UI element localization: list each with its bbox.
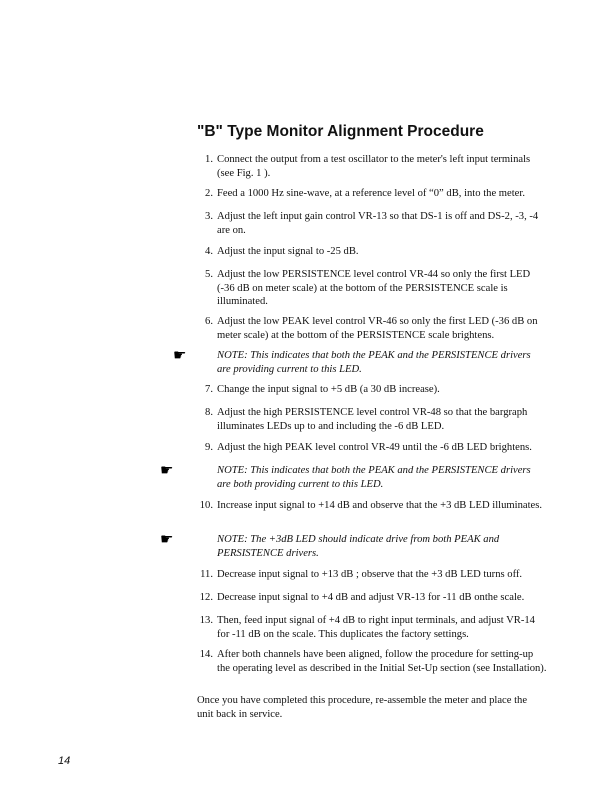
step-number: 11. [200,569,213,580]
step-number: 10. [199,500,213,511]
step-text: Adjust the low PEAK level control VR-46 so only the first LED (-36 dB on meter scale) at the bottom of the PERSISTENCE scale brightens. [217,316,538,341]
step-number: 9. [205,442,213,453]
list-item [197,315,547,342]
list-item [197,245,547,259]
page-title: "B" Type Monitor Alignment Procedure [197,123,484,140]
list-item [197,441,547,455]
step-text: Decrease input signal to +4 dB and adjust VR-13 for -11 dB onthe scale. [217,592,525,603]
step-number: 5. [205,269,213,280]
step-text: Adjust the high PERSISTENCE level control VR-48 so that the bargraph illuminates LEDs up to and including the -6 dB LED. [217,407,528,432]
step-text: Adjust the input signal to -25 dB. [217,246,359,257]
step-text: Adjust the left input gain control VR-13 so that DS-1 is off and DS-2, -3, -4 are on. [217,211,539,236]
step-text: Adjust the low PERSISTENCE level control VR-44 so only the first LED (-36 dB on meter scale) at the bottom of the PERSISTENCE scale is illuminated. [217,269,531,307]
list-item [197,499,547,513]
step-text: Decrease input signal to +13 dB ; observe that the +3 dB LED turns off. [217,569,523,580]
step-number: 13. [199,615,213,626]
step-number: 8. [205,407,213,418]
pointing-hand-icon: ☛ [160,530,174,548]
list-item [197,648,547,675]
step-number: 3. [205,211,213,222]
list-item [197,187,547,201]
step-text: Increase input signal to +14 dB and observe that the +3 dB LED illuminates. [217,500,542,511]
step-number: 4. [205,246,213,257]
step-number: 2. [205,188,213,199]
step-text: Change the input signal to +5 dB (a 30 dB increase). [217,384,440,395]
step-text: After both channels have been aligned, follow the procedure for setting-up the operating level as described in the Initial Set-Up section (see Installation). [217,649,547,674]
step-text: Then, feed input signal of +4 dB to right input terminals, and adjust VR-14 for -11 dB on the scale. This duplicates the factory settings. [217,615,535,640]
list-item [197,568,547,582]
list-item [197,406,547,433]
step-text: Feed a 1000 Hz sine-wave, at a reference level of “0” dB, into the meter. [217,188,525,199]
note-text: NOTE: This indicates that both the PEAK and the PERSISTENCE drivers are both providing current to this LED. [217,465,531,490]
step-number: 14. [199,649,213,660]
step-text: Adjust the high PEAK level control VR-49 until the -6 dB LED brightens. [217,442,532,453]
step-number: 12. [199,592,213,603]
list-item [197,153,547,180]
list-item [197,383,547,397]
list-item [197,210,547,237]
page-number: 14 [58,755,71,767]
step-number: 7. [205,384,213,395]
pointing-hand-icon: ☛ [173,346,187,364]
note-text: NOTE: This indicates that both the PEAK and the PERSISTENCE drivers are providing current to this LED. [217,350,531,375]
step-number: 6. [205,316,213,327]
pointing-hand-icon: ☛ [160,461,174,479]
list-item [197,591,547,605]
note-text: NOTE: The +3dB LED should indicate drive from both PEAK and PERSISTENCE drivers. [217,534,500,559]
closing-paragraph: Once you have completed this procedure, re-assemble the meter and place the unit back in service. [197,695,528,720]
step-text: Connect the output from a test oscillator to the meter's left input terminals (see Fig. 1 ). [217,154,531,179]
step-number: 1. [205,154,213,165]
list-item [197,614,547,641]
list-item [197,268,547,309]
